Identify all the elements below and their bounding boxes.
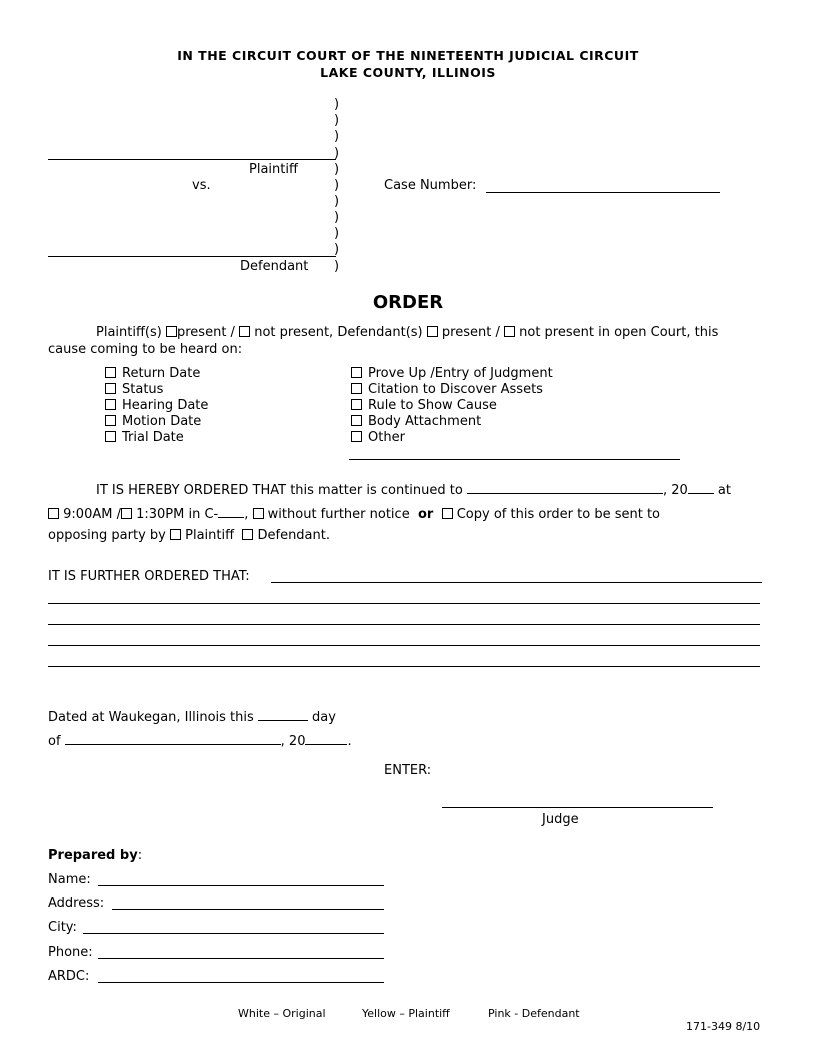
dated-month-field[interactable] bbox=[65, 731, 281, 745]
hearing-type-option[interactable] bbox=[105, 382, 163, 398]
paren: ) bbox=[334, 178, 340, 193]
other-specify-field[interactable] bbox=[349, 445, 680, 460]
prepared-ardc-field[interactable] bbox=[98, 968, 384, 983]
other-checkbox[interactable] bbox=[351, 431, 362, 442]
copy-yellow-label: Yellow – Plaintiff bbox=[362, 1007, 450, 1020]
not-present-court-label: not present in open Court, this bbox=[519, 325, 719, 340]
copy-defendant-checkbox[interactable] bbox=[242, 529, 253, 540]
hearing-type-label: Prove Up /Entry of Judgment bbox=[368, 366, 553, 381]
hearing-type-option[interactable] bbox=[105, 414, 201, 430]
present-label: present / bbox=[441, 325, 500, 340]
hearing-date-checkbox[interactable] bbox=[105, 399, 116, 410]
day-label: day bbox=[312, 710, 336, 725]
hearing-type-label: Return Date bbox=[122, 366, 201, 381]
dated-line bbox=[48, 707, 336, 726]
hearing-type-label: Trial Date bbox=[122, 430, 184, 445]
hearing-type-option[interactable] bbox=[351, 382, 543, 398]
paren: ) bbox=[334, 226, 340, 241]
defendant-label: Defendant bbox=[240, 259, 309, 274]
copy-plaintiff-label: Plaintiff bbox=[185, 528, 235, 543]
defendant-present-checkbox[interactable] bbox=[427, 326, 438, 337]
without-notice-label: without further notice bbox=[267, 507, 410, 522]
year-prefix: , 20 bbox=[280, 734, 306, 749]
further-ordered-line[interactable] bbox=[271, 568, 762, 583]
motion-date-checkbox[interactable] bbox=[105, 415, 116, 426]
further-ordered-label: IT IS FURTHER ORDERED THAT: bbox=[48, 569, 250, 584]
prepared-name-field[interactable] bbox=[98, 871, 384, 886]
defendant-not-present-checkbox[interactable] bbox=[504, 326, 515, 337]
heard-on-label: cause coming to be heard on: bbox=[48, 342, 243, 357]
opposing-party-line bbox=[48, 528, 330, 544]
time-130pm-checkbox[interactable] bbox=[121, 508, 132, 519]
county-name: LAKE COUNTY, ILLINOIS bbox=[320, 65, 496, 80]
time-130pm-label: 1:30PM in C- bbox=[136, 507, 219, 522]
prepared-city-label: City: bbox=[48, 920, 77, 935]
prepared-city-field[interactable] bbox=[83, 919, 384, 934]
dated-month-line bbox=[48, 731, 352, 750]
paren: ) bbox=[334, 194, 340, 209]
case-number-label: Case Number: bbox=[384, 178, 477, 193]
hearing-type-option[interactable] bbox=[105, 366, 200, 382]
time-line bbox=[48, 504, 660, 523]
hearing-type-option[interactable] bbox=[351, 366, 553, 382]
dated-text: Dated at Waukegan, Illinois this bbox=[48, 710, 254, 725]
further-ordered-line[interactable] bbox=[48, 610, 760, 625]
prepared-ardc-label: ARDC: bbox=[48, 969, 90, 984]
presence-line bbox=[96, 325, 718, 341]
prepared-phone-field[interactable] bbox=[98, 944, 384, 959]
form-number: 171-349 8/10 bbox=[686, 1020, 761, 1033]
opposing-label: opposing party by bbox=[48, 528, 166, 543]
prepared-address-field[interactable] bbox=[112, 895, 384, 910]
present-label: present / bbox=[177, 325, 235, 340]
hearing-type-label: Hearing Date bbox=[122, 398, 209, 413]
further-ordered-line[interactable] bbox=[48, 652, 760, 667]
dated-day-field[interactable] bbox=[258, 707, 308, 721]
dated-year-field[interactable] bbox=[305, 731, 347, 745]
hearing-type-label: Other bbox=[368, 430, 405, 445]
trial-date-checkbox[interactable] bbox=[105, 431, 116, 442]
continued-line bbox=[96, 480, 731, 499]
period: . bbox=[347, 734, 352, 749]
without-notice-checkbox[interactable] bbox=[253, 508, 264, 519]
hearing-type-option[interactable] bbox=[351, 398, 497, 414]
order-title: ORDER bbox=[372, 292, 444, 313]
prepared-by-colon: : bbox=[137, 848, 143, 863]
judge-signature-line[interactable] bbox=[442, 793, 713, 808]
prepared-name-label: Name: bbox=[48, 872, 91, 887]
hearing-type-option[interactable] bbox=[105, 398, 208, 414]
case-number-field[interactable] bbox=[486, 178, 720, 193]
hearing-type-label: Motion Date bbox=[122, 414, 202, 429]
at-label: at bbox=[717, 483, 731, 498]
copy-white-label: White – Original bbox=[238, 1007, 326, 1020]
copy-pink-label: Pink - Defendant bbox=[488, 1007, 580, 1020]
further-ordered-line[interactable] bbox=[48, 589, 760, 604]
copy-plaintiff-checkbox[interactable] bbox=[170, 529, 181, 540]
continued-date-field[interactable] bbox=[467, 480, 663, 494]
paren: ) bbox=[334, 210, 340, 225]
plaintiff-not-present-checkbox[interactable] bbox=[239, 326, 250, 337]
rule-to-show-cause-checkbox[interactable] bbox=[351, 399, 362, 410]
judge-label: Judge bbox=[542, 812, 579, 827]
defendant-name-line[interactable] bbox=[48, 256, 336, 257]
court-name: IN THE CIRCUIT COURT OF THE NINETEENTH JUDICIAL CIRCUIT bbox=[177, 48, 639, 63]
prepared-address-label: Address: bbox=[48, 896, 105, 911]
prove-up-checkbox[interactable] bbox=[351, 367, 362, 378]
prepared-phone-label: Phone: bbox=[48, 945, 93, 960]
not-present-defendants-label: not present, Defendant(s) bbox=[254, 325, 423, 340]
paren: ) bbox=[334, 129, 340, 144]
prepared-by-label: Prepared by bbox=[48, 848, 138, 863]
hearing-type-label: Citation to Discover Assets bbox=[368, 382, 543, 397]
paren: ) bbox=[334, 146, 340, 161]
hearing-type-option[interactable] bbox=[351, 430, 405, 446]
or-label: or bbox=[417, 507, 434, 522]
plaintiffs-label: Plaintiff(s) bbox=[96, 325, 162, 340]
of-label: of bbox=[48, 734, 61, 749]
citation-checkbox[interactable] bbox=[351, 383, 362, 394]
paren: ) bbox=[334, 242, 340, 257]
status-checkbox[interactable] bbox=[105, 383, 116, 394]
continued-year-field[interactable] bbox=[688, 480, 714, 494]
plaintiff-label: Plaintiff bbox=[249, 162, 298, 177]
hearing-type-label: Rule to Show Cause bbox=[368, 398, 497, 413]
time-9am-label: 9:00AM / bbox=[63, 507, 121, 522]
courtroom-field[interactable] bbox=[218, 504, 244, 518]
plaintiff-name-line[interactable] bbox=[48, 159, 336, 160]
continued-text: IT IS HEREBY ORDERED THAT this matter is continued to bbox=[96, 483, 463, 498]
hearing-type-option[interactable] bbox=[351, 414, 481, 430]
time-9am-checkbox[interactable] bbox=[48, 508, 59, 519]
paren: ) bbox=[334, 162, 340, 177]
paren: ) bbox=[334, 259, 340, 274]
further-ordered-line[interactable] bbox=[48, 631, 760, 646]
copy-sent-checkbox[interactable] bbox=[442, 508, 453, 519]
vs-label: vs. bbox=[192, 178, 211, 193]
enter-label: ENTER: bbox=[384, 763, 432, 778]
hearing-type-option[interactable] bbox=[105, 430, 184, 446]
copy-sent-label: Copy of this order to be sent to bbox=[456, 507, 660, 522]
return-date-checkbox[interactable] bbox=[105, 367, 116, 378]
prepared-by-heading bbox=[48, 848, 142, 864]
body-attachment-checkbox[interactable] bbox=[351, 415, 362, 426]
plaintiff-present-checkbox[interactable] bbox=[166, 326, 177, 337]
comma: , bbox=[244, 507, 249, 522]
hearing-type-label: Body Attachment bbox=[368, 414, 482, 429]
paren: ) bbox=[334, 113, 340, 128]
year-prefix: , 20 bbox=[662, 483, 688, 498]
copy-defendant-label: Defendant. bbox=[257, 528, 330, 543]
paren: ) bbox=[334, 97, 340, 112]
hearing-type-label: Status bbox=[122, 382, 164, 397]
